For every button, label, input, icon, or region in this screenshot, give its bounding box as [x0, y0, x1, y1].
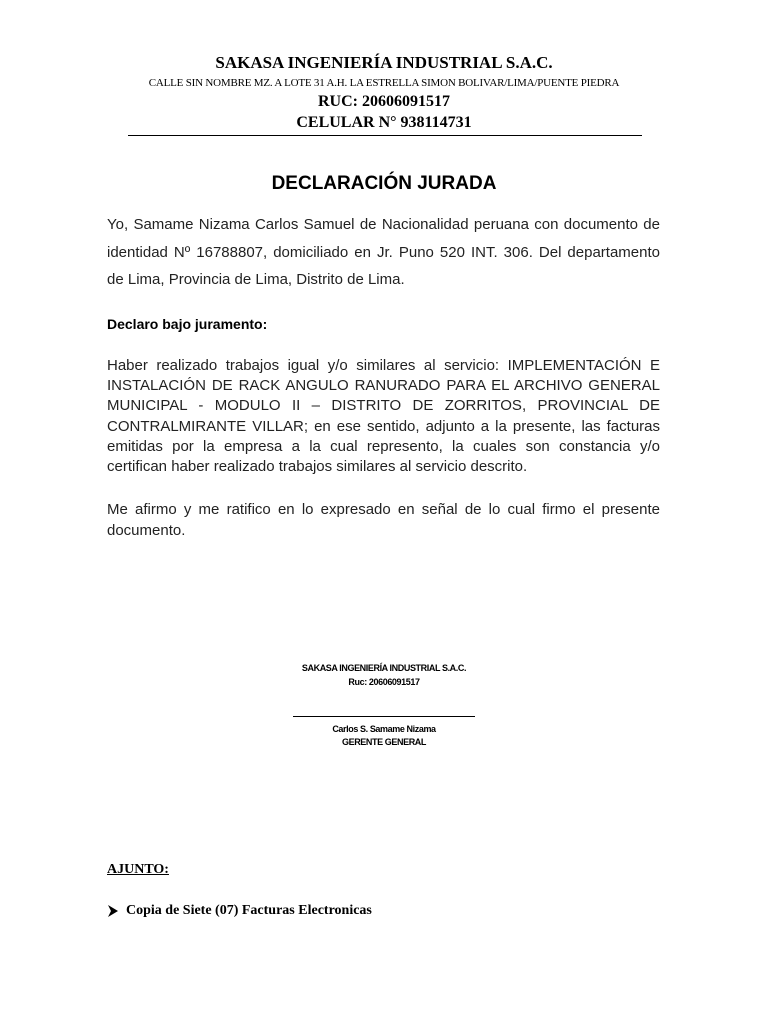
- signature-line: [293, 716, 475, 717]
- attachment-item-label: Copia de Siete (07) Facturas Electronicas: [126, 903, 372, 918]
- closing-paragraph: Me afirmo y me ratifico en lo expresado en señal de lo cual firmo el presente documento.: [107, 501, 660, 539]
- document-title: DECLARACIÓN JURADA: [271, 173, 497, 194]
- signer-role: GERENTE GENERAL: [341, 737, 426, 747]
- header-divider: [128, 135, 642, 136]
- company-name: SAKASA INGENIERÍA INDUSTRIAL S.A.C.: [215, 53, 553, 72]
- arrow-bullet-icon: [107, 904, 119, 918]
- attachments-label: AJUNTO:: [107, 862, 169, 877]
- company-address: CALLE SIN NOMBRE MZ. A LOTE 31 A.H. LA ESTRELLA SIMON BOLIVAR/LIMA/PUENTE PIEDRA: [148, 77, 620, 89]
- signature-ruc: Ruc: 20606091517: [348, 677, 420, 687]
- declaration-label: Declaro bajo juramento:: [107, 316, 268, 332]
- signature-company: SAKASA INGENIERÍA INDUSTRIAL S.A.C.: [301, 663, 467, 673]
- company-phone: CELULAR N° 938114731: [296, 114, 472, 131]
- declaration-body: Haber realizado trabajos igual y/o similares al servicio: IMPLEMENTACIÓN E INSTALACIÓN DE RACK ANGULO RANURADO PARA EL ARCHIVO GENERAL MUNICIPAL - MODULO II – DISTRITO DE ZORRITOS, PROVINCIAL DE CONTRALMIRANTE VILLAR; en ese sentido, adjunto a la presente, las facturas emitidas por la empresa a la cual represento, la cuales son constancia y/o certifican haber realizado trabajos similares al servicio descrito.: [107, 357, 660, 476]
- intro-paragraph: Yo, Samame Nizama Carlos Samuel de Nacionalidad peruana con documento de identidad Nº 16788807, domiciliado en Jr. Puno 520 INT. 306. Del departamento de Lima, Provincia de Lima, Distrito de Lima.: [107, 216, 660, 288]
- company-ruc: RUC: 20606091517: [318, 93, 450, 110]
- attachment-item: [107, 903, 372, 919]
- signer-name: Carlos S. Samame Nizama: [332, 724, 436, 734]
